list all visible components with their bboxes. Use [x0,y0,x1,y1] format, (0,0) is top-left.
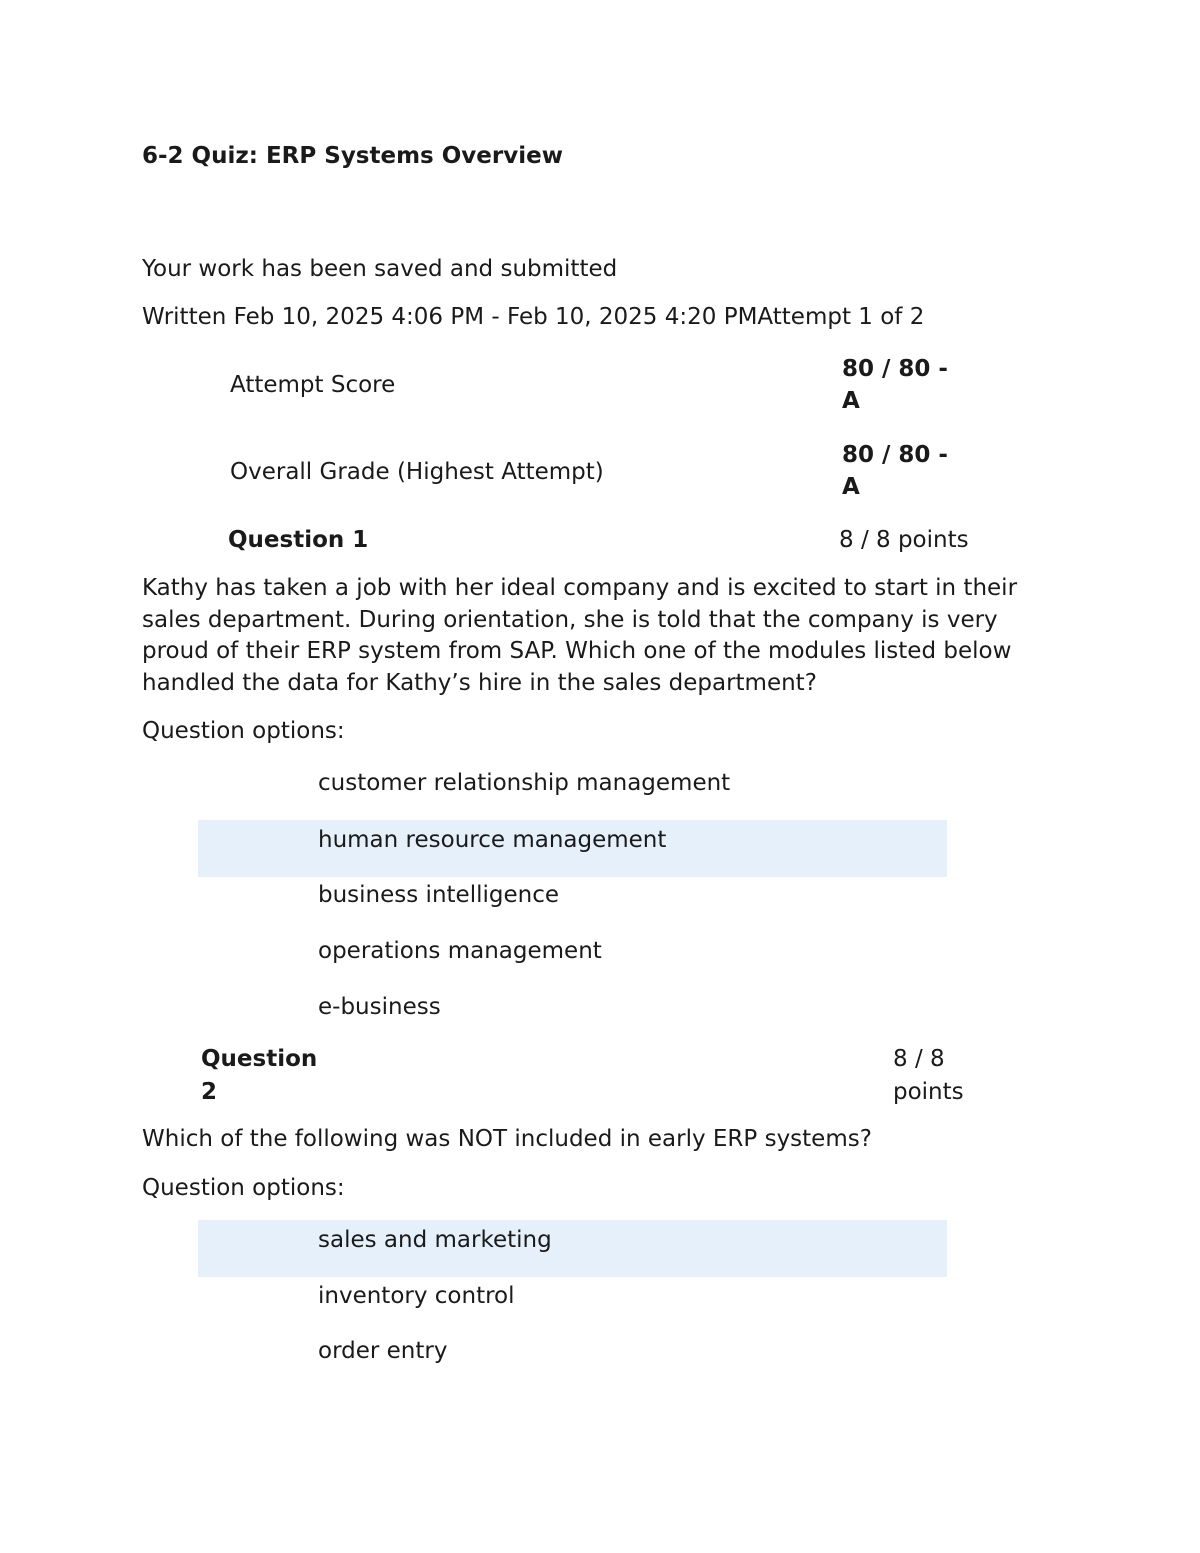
option-row[interactable] [198,931,947,988]
option-label: customer relationship management [318,770,731,796]
question-points: 8 / 8 points [839,527,969,553]
question-options-label: Question options: [142,1175,345,1201]
option-label: sales and marketing [318,1227,552,1253]
question-points: 8 / 8 points [893,1046,964,1105]
option-label: operations management [318,938,602,964]
option-row[interactable] [198,1331,947,1388]
option-row[interactable] [198,1276,947,1333]
option-label: human resource management [318,827,667,853]
submission-status: Your work has been saved and submitted [142,256,618,282]
question-label: Question 1 [228,527,369,553]
question-options-label: Question options: [142,718,345,744]
quiz-title: 6-2 Quiz: ERP Systems Overview [142,143,563,169]
option-label: inventory control [318,1283,515,1309]
question-text: Which of the following was NOT included in early ERP systems? [142,1126,872,1152]
question-text: Kathy has taken a job with her ideal company and is excited to start in their sales department. During orientation, she is told that the company is very proud of their ERP system from SAP. Which one of the modules listed below handled the data for Kathy’s hire in the sales department? [142,575,1018,696]
attempt-info: Written Feb 10, 2025 4:06 PM - Feb 10, 2025 4:20 PMAttempt 1 of 2 [142,304,925,330]
option-row-selected[interactable] [198,1220,947,1277]
option-label: order entry [318,1338,448,1364]
attempt-score-value: 80 / 80 - A [842,356,948,414]
attempt-score-label: Attempt Score [230,372,396,398]
option-row[interactable] [198,987,947,1044]
option-row-selected[interactable] [198,820,947,877]
question-label: Question 2 [201,1046,318,1105]
overall-grade-value: 80 / 80 - A [842,442,948,500]
option-label: business intelligence [318,882,559,908]
option-row[interactable] [198,875,947,932]
option-row[interactable] [198,763,947,820]
option-label: e-business [318,994,441,1020]
overall-grade-label: Overall Grade (Highest Attempt) [230,459,604,485]
